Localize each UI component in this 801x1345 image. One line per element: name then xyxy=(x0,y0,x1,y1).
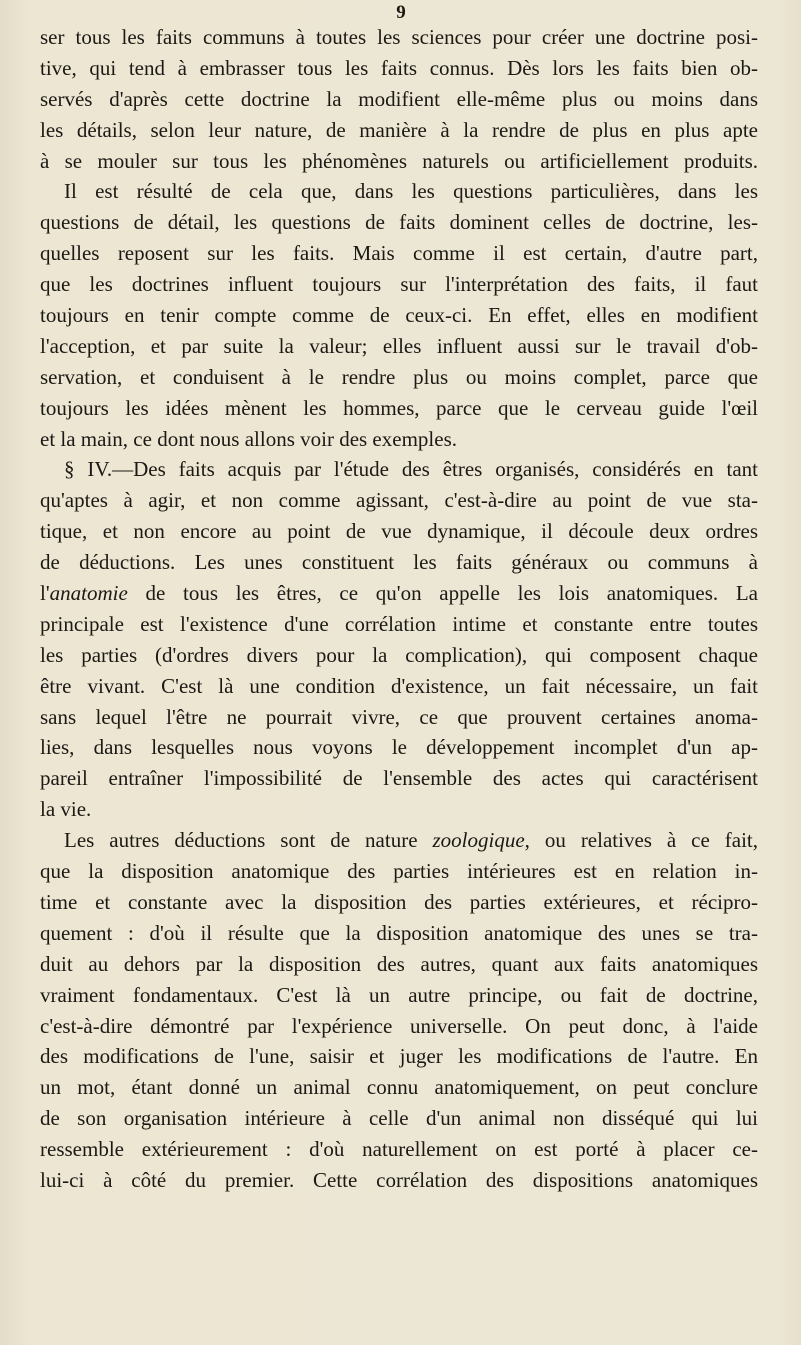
text-line: de son organisation intérieure à celle d'un animal non disséqué qui lui xyxy=(40,1106,758,1131)
text-fragment: Les autres déductions sont de nature xyxy=(64,828,433,853)
text-line: servation, et conduisent à le rendre plus ou moins complet, parce que xyxy=(40,364,758,389)
text-line: un mot, étant donné un animal connu anatomiquement, on peut conclure xyxy=(40,1075,758,1100)
italic-term: anatomie xyxy=(49,581,128,606)
text-line: ressemble extérieurement : d'où naturellement on est porté à placer ce- xyxy=(40,1137,758,1162)
text-line: que la disposition anatomique des parties intérieures est en relation in- xyxy=(40,859,758,884)
text-line: time et constante avec la disposition des parties extérieures, et récipro- xyxy=(40,889,758,914)
text-line: tique, et non encore au point de vue dynamique, il découle deux ordres xyxy=(40,519,758,544)
text-line: servés d'après cette doctrine la modifient elle-même plus ou moins dans xyxy=(40,86,758,111)
text-line: pareil entraîner l'impossibilité de l'ensemble des actes qui caractérisent xyxy=(40,766,758,791)
text-line: sans lequel l'être ne pourrait vivre, ce que prouvent certaines anoma- xyxy=(40,704,758,729)
text-line: que les doctrines influent toujours sur l'interprétation des faits, il faut xyxy=(40,272,758,297)
text-line: de déductions. Les unes constituent les faits généraux ou communs à xyxy=(40,550,758,575)
text-line: c'est-à-dire démontré par l'expérience universelle. On peut donc, à l'aide xyxy=(40,1013,758,1038)
text-line: questions de détail, les questions de faits dominent celles de doctrine, les- xyxy=(40,210,758,235)
text-line: vraiment fondamentaux. C'est là un autre principe, ou fait de doctrine, xyxy=(40,982,758,1007)
text-line: l'acception, et par suite la valeur; elles influent aussi sur le travail d'ob- xyxy=(40,333,758,358)
text-line: qu'aptes à agir, et non comme agissant, c'est-à-dire au point de vue sta- xyxy=(40,488,758,513)
text-line: toujours les idées mènent les hommes, parce que le cerveau guide l'œil xyxy=(40,395,758,420)
body-text xyxy=(40,22,758,1196)
page-number: 9 xyxy=(396,2,406,23)
text-line: tive, qui tend à embrasser tous les faits connus. Dès lors les faits bien ob- xyxy=(40,55,758,80)
text-line: les détails, selon leur nature, de manière à la rendre de plus en plus apte xyxy=(40,117,758,142)
text-line: ser tous les faits communs à toutes les sciences pour créer une doctrine posi- xyxy=(40,25,758,49)
italic-term: zoologique xyxy=(432,828,525,853)
text-line: duit au dehors par la disposition des autres, quant aux faits anatomiques xyxy=(40,951,758,976)
text-line: les parties (d'ordres divers pour la complication), qui composent chaque xyxy=(40,642,758,667)
text-line: quelles reposent sur les faits. Mais comme il est certain, d'autre part, xyxy=(40,241,758,266)
text-line: la vie. xyxy=(40,797,92,822)
text-line: toujours en tenir compte comme de ceux-ci. En effet, elles en modifient xyxy=(40,303,758,328)
text-fragment: , ou relatives à ce fait, xyxy=(524,828,758,853)
text-fragment: de tous les êtres, ce qu'on appelle les lois anatomiques. La xyxy=(127,581,758,606)
text-line: Il est résulté de cela que, dans les questions particulières, dans les xyxy=(64,179,758,204)
text-line: principale est l'existence d'une corrélation intime et constante entre toutes xyxy=(40,611,758,636)
section-heading-line: § IV.—Des faits acquis par l'étude des êtres organisés, considérés en tant xyxy=(64,457,758,482)
text-line: et la main, ce dont nous allons voir des exemples. xyxy=(40,426,457,451)
text-line-with-emphasis xyxy=(40,825,758,856)
text-line-with-emphasis xyxy=(40,578,758,609)
text-line: lies, dans lesquelles nous voyons le développement incomplet d'un ap- xyxy=(40,735,758,760)
text-line: à se mouler sur tous les phénomènes naturels ou artificiellement produits. xyxy=(40,148,758,173)
text-fragment: l' xyxy=(40,581,50,606)
text-line: être vivant. C'est là une condition d'existence, un fait nécessaire, un fait xyxy=(40,673,758,698)
text-line: lui-ci à côté du premier. Cette corrélation des dispositions anatomiques xyxy=(40,1167,758,1192)
text-line: des modifications de l'une, saisir et juger les modifications de l'autre. En xyxy=(40,1044,758,1069)
text-line: quement : d'où il résulte que la disposition anatomique des unes se tra- xyxy=(40,920,758,945)
